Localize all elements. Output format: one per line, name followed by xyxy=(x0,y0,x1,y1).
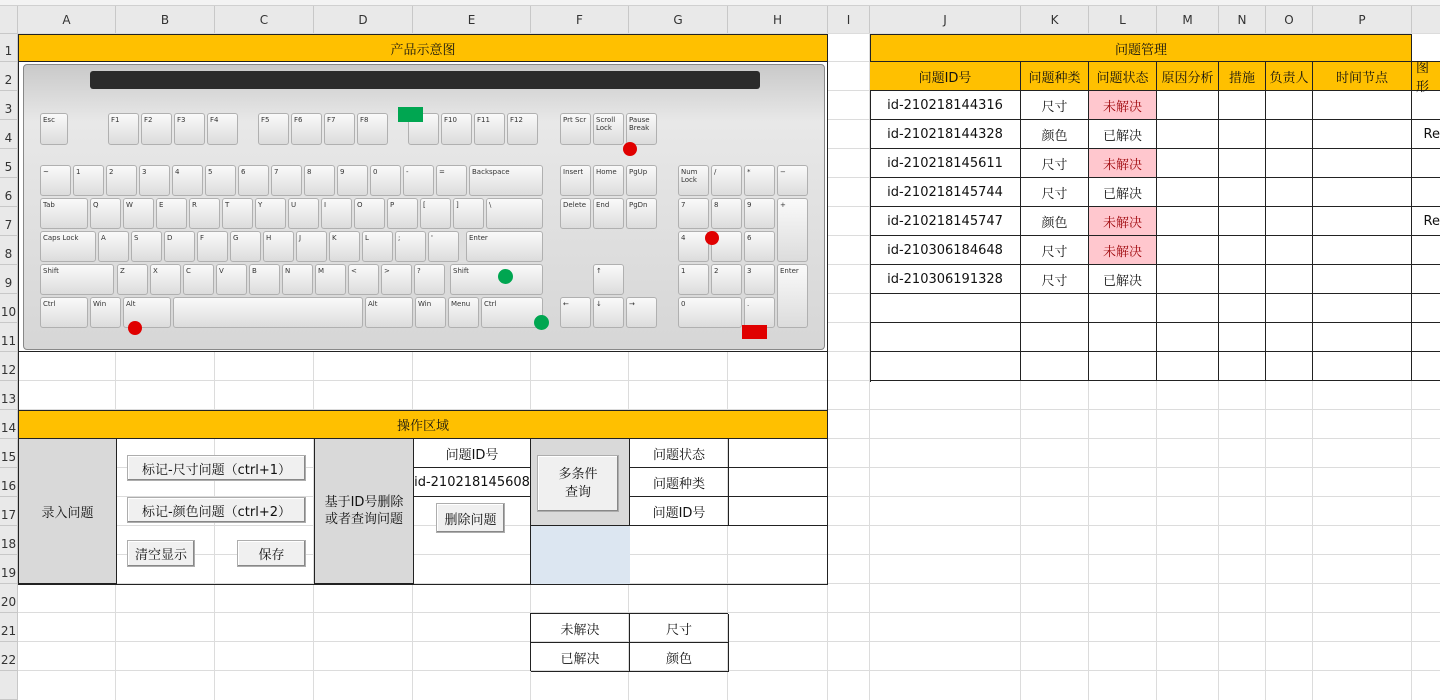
keyboard-key: 1 xyxy=(678,264,709,295)
issues-cell[interactable] xyxy=(1266,236,1313,265)
issues-header-cell: 原因分析 xyxy=(1157,62,1219,91)
marker-red-dot-numpad[interactable] xyxy=(705,231,719,245)
keyboard-key: 1 xyxy=(73,165,104,196)
row-header[interactable]: 21 xyxy=(0,613,18,642)
keyboard-key: Q xyxy=(90,198,121,229)
issues-cell[interactable] xyxy=(1021,352,1089,381)
row-header[interactable]: 3 xyxy=(0,91,18,120)
keyboard-key: < xyxy=(348,264,379,295)
query-id-label: 问题ID号 xyxy=(630,497,729,526)
row-header[interactable]: 18 xyxy=(0,526,18,555)
issues-cell[interactable] xyxy=(1313,149,1412,178)
column-header[interactable]: I xyxy=(828,6,870,34)
keyboard-key: Y xyxy=(255,198,286,229)
issues-cell[interactable] xyxy=(1219,236,1266,265)
issues-cell[interactable] xyxy=(1219,149,1266,178)
issues-cell[interactable] xyxy=(1412,294,1440,323)
id-value-cell[interactable]: id-210218145608 xyxy=(414,468,531,497)
keyboard-key: 2 xyxy=(106,165,137,196)
issue-status[interactable]: 已解决 xyxy=(1089,178,1157,207)
issues-header-cell: 时间节点 xyxy=(1313,62,1412,91)
row-header[interactable]: 22 xyxy=(0,642,18,671)
issues-cell[interactable] xyxy=(1219,265,1266,294)
keyboard-key: [ xyxy=(420,198,451,229)
keyboard-key: ' xyxy=(428,231,459,262)
issues-cell[interactable] xyxy=(1266,120,1313,149)
keyboard-key: 4 xyxy=(678,231,709,262)
keyboard-key: Insert xyxy=(560,165,591,196)
marker-green-dot-ctrl[interactable] xyxy=(534,315,549,330)
column-header[interactable]: C xyxy=(215,6,314,34)
keyboard-key: T xyxy=(222,198,253,229)
keyboard-key: ← xyxy=(560,297,591,328)
keyboard-key: F11 xyxy=(474,113,505,145)
keyboard-key: 9 xyxy=(744,198,775,229)
keyboard-key: ; xyxy=(395,231,426,262)
issues-cell[interactable] xyxy=(1313,91,1412,120)
keyboard-key: F4 xyxy=(207,113,238,145)
query-id-value[interactable] xyxy=(729,497,828,526)
keyboard-key: Alt xyxy=(123,297,171,328)
issues-header-cell: 图形 xyxy=(1412,62,1440,91)
row-header[interactable]: 4 xyxy=(0,120,18,149)
keyboard-key: \ xyxy=(486,198,543,229)
issues-cell[interactable] xyxy=(1157,120,1219,149)
column-header[interactable]: J xyxy=(870,6,1021,34)
column-header[interactable]: G xyxy=(629,6,728,34)
issue-type[interactable]: 颜色 xyxy=(1021,120,1089,149)
issues-cell[interactable] xyxy=(1266,207,1313,236)
issues-cell[interactable] xyxy=(1219,120,1266,149)
issues-cell[interactable] xyxy=(1266,149,1313,178)
header-corner[interactable] xyxy=(0,6,18,34)
issue-shape[interactable] xyxy=(1412,265,1440,294)
issues-cell[interactable] xyxy=(870,352,1021,381)
keyboard-key: = xyxy=(436,165,467,196)
keyboard-key: PgDn xyxy=(626,198,657,229)
issue-shape[interactable] xyxy=(1412,236,1440,265)
row-header[interactable]: 20 xyxy=(0,584,18,613)
query-type-label: 问题种类 xyxy=(630,468,729,497)
mark-color-button[interactable]: 标记-颜色问题（ctrl+2） xyxy=(127,497,306,523)
keyboard-key: ↓ xyxy=(593,297,624,328)
keyboard-key: R xyxy=(189,198,220,229)
keyboard-image xyxy=(18,62,828,352)
keyboard-key: - xyxy=(403,165,434,196)
issues-cell[interactable] xyxy=(1313,265,1412,294)
keyboard-key: F2 xyxy=(141,113,172,145)
issues-title: 问题管理 xyxy=(870,34,1412,62)
row-header[interactable]: 16 xyxy=(0,468,18,497)
row-header[interactable]: 1 xyxy=(0,34,18,62)
keyboard-key: − xyxy=(777,165,808,196)
keyboard-key: > xyxy=(381,264,412,295)
issue-type[interactable]: 尺寸 xyxy=(1021,178,1089,207)
issues-cell[interactable] xyxy=(1157,149,1219,178)
column-header[interactable] xyxy=(1412,6,1440,34)
issues-cell[interactable] xyxy=(1021,323,1089,352)
row-header[interactable]: 2 xyxy=(0,62,18,91)
issues-cell[interactable] xyxy=(1266,294,1313,323)
keyboard-key: D xyxy=(164,231,195,262)
keyboard-key: 3 xyxy=(744,264,775,295)
issues-cell[interactable] xyxy=(1157,178,1219,207)
issues-cell[interactable] xyxy=(1313,323,1412,352)
issues-header-cell: 问题ID号 xyxy=(870,62,1021,91)
keyboard-key: Z xyxy=(117,264,148,295)
keyboard-key: K xyxy=(329,231,360,262)
keyboard-key: Backspace xyxy=(469,165,543,196)
issues-cell[interactable] xyxy=(1313,207,1412,236)
keyboard-key: P xyxy=(387,198,418,229)
issues-cell[interactable] xyxy=(1266,178,1313,207)
issues-cell[interactable] xyxy=(1313,352,1412,381)
row-header[interactable]: 5 xyxy=(0,149,18,178)
issues-cell[interactable] xyxy=(1219,207,1266,236)
column-header[interactable]: P xyxy=(1313,6,1412,34)
issues-cell[interactable] xyxy=(870,323,1021,352)
row-header[interactable]: 19 xyxy=(0,555,18,584)
issue-shape[interactable] xyxy=(1412,91,1440,120)
multi-query-label: 多条件查询 xyxy=(558,466,598,500)
row-header-tail[interactable] xyxy=(0,671,18,700)
keyboard-key: 3 xyxy=(139,165,170,196)
keyboard-key: Num Lock xyxy=(678,165,709,196)
issues-cell[interactable] xyxy=(1313,236,1412,265)
keyboard-key: C xyxy=(183,264,214,295)
issues-cell[interactable] xyxy=(1412,323,1440,352)
keyboard-key: 4 xyxy=(172,165,203,196)
column-header[interactable]: F xyxy=(531,6,629,34)
keyboard-key: ] xyxy=(453,198,484,229)
column-header[interactable]: B xyxy=(116,6,215,34)
keyboard-key: ~ xyxy=(40,165,71,196)
issues-cell[interactable] xyxy=(1219,294,1266,323)
column-header[interactable]: D xyxy=(314,6,413,34)
issues-cell[interactable] xyxy=(1219,91,1266,120)
keyboard-key: 7 xyxy=(678,198,709,229)
issues-cell[interactable] xyxy=(1219,323,1266,352)
keyboard-key: W xyxy=(123,198,154,229)
keyboard-key: E xyxy=(156,198,187,229)
issues-cell[interactable] xyxy=(1157,294,1219,323)
delete-query-label: 基于ID号删除或者查询问题 xyxy=(324,495,404,527)
keyboard-key: End xyxy=(593,198,624,229)
issues-cell[interactable] xyxy=(1157,91,1219,120)
issues-cell[interactable] xyxy=(1412,352,1440,381)
issues-header-cell: 问题种类 xyxy=(1021,62,1089,91)
keyboard-key: Ctrl xyxy=(481,297,543,328)
grid-line xyxy=(18,641,1440,642)
keyboard-key: O xyxy=(354,198,385,229)
grid-line xyxy=(18,670,1440,671)
keyboard-key: Esc xyxy=(40,113,68,145)
issues-cell[interactable] xyxy=(1266,91,1313,120)
keyboard-key: F1 xyxy=(108,113,139,145)
list-status-0: 未解决 xyxy=(531,614,630,643)
marker-green-rect[interactable] xyxy=(398,107,423,122)
keyboard-key: A xyxy=(98,231,129,262)
keyboard-key: ↑ xyxy=(593,264,624,295)
keyboard-key: 0 xyxy=(370,165,401,196)
row-header[interactable]: 14 xyxy=(0,410,18,439)
issue-status[interactable]: 未解决 xyxy=(1089,207,1157,236)
lists-table xyxy=(530,613,728,671)
row-header[interactable]: 11 xyxy=(0,323,18,352)
issue-id[interactable]: id-210306191328 xyxy=(870,265,1021,294)
row-header[interactable]: 12 xyxy=(0,352,18,381)
column-header[interactable]: O xyxy=(1266,6,1313,34)
issues-cell[interactable] xyxy=(1089,352,1157,381)
issue-type[interactable]: 颜色 xyxy=(1021,207,1089,236)
keyboard-key: . xyxy=(744,297,775,328)
issue-id[interactable]: id-210218144316 xyxy=(870,91,1021,120)
marker-red-dot-pause[interactable] xyxy=(623,142,637,156)
mark-size-button[interactable]: 标记-尺寸问题（ctrl+1） xyxy=(127,455,306,481)
keyboard-key: N xyxy=(282,264,313,295)
keyboard-key: PgUp xyxy=(626,165,657,196)
issue-shape[interactable]: Re xyxy=(1412,120,1440,149)
issue-status[interactable]: 未解决 xyxy=(1089,91,1157,120)
column-header[interactable]: N xyxy=(1219,6,1266,34)
keyboard-key: / xyxy=(711,165,742,196)
issues-cell[interactable] xyxy=(1157,207,1219,236)
keyboard-key: H xyxy=(263,231,294,262)
issue-id[interactable]: id-210218145744 xyxy=(870,178,1021,207)
column-header[interactable]: H xyxy=(728,6,828,34)
issue-id[interactable]: id-210218145747 xyxy=(870,207,1021,236)
keyboard-key: 5 xyxy=(205,165,236,196)
keyboard-key: Win xyxy=(90,297,121,328)
row-header[interactable]: 17 xyxy=(0,497,18,526)
issues-cell[interactable] xyxy=(1266,265,1313,294)
keyboard-key: Shift xyxy=(450,264,543,295)
keyboard-key: Ctrl xyxy=(40,297,88,328)
issue-id[interactable]: id-210218144328 xyxy=(870,120,1021,149)
keyboard-key: F8 xyxy=(357,113,388,145)
keyboard-key: J xyxy=(296,231,327,262)
column-header[interactable]: A xyxy=(18,6,116,34)
issues-cell[interactable] xyxy=(1021,294,1089,323)
issue-type[interactable]: 尺寸 xyxy=(1021,265,1089,294)
keyboard-key: Enter xyxy=(466,231,543,262)
marker-red-dot-alt[interactable] xyxy=(128,321,142,335)
keyboard-key: 8 xyxy=(711,198,742,229)
issues-cell[interactable] xyxy=(1313,120,1412,149)
keyboard-key: Win xyxy=(415,297,446,328)
issues-cell[interactable] xyxy=(1157,323,1219,352)
keyboard-key: F xyxy=(197,231,228,262)
keyboard-key: + xyxy=(777,198,808,262)
issues-cell[interactable] xyxy=(1313,178,1412,207)
keyboard-key: 0 xyxy=(678,297,742,328)
issue-type[interactable]: 尺寸 xyxy=(1021,236,1089,265)
delete-issue-button[interactable]: 删除问题 xyxy=(436,503,505,533)
product-spacer xyxy=(18,352,828,410)
issues-header-cell: 措施 xyxy=(1219,62,1266,91)
keyboard-key: Enter xyxy=(777,264,808,328)
keyboard-key: Scroll Lock xyxy=(593,113,624,145)
row-header[interactable]: 13 xyxy=(0,381,18,410)
issue-type[interactable]: 尺寸 xyxy=(1021,149,1089,178)
marker-green-dot-shift[interactable] xyxy=(498,269,513,284)
issues-cell[interactable] xyxy=(1219,178,1266,207)
media-bar xyxy=(90,71,760,89)
issue-id[interactable]: id-210218145611 xyxy=(870,149,1021,178)
keyboard-key: M xyxy=(315,264,346,295)
keyboard-key: → xyxy=(626,297,657,328)
keyboard-key: B xyxy=(249,264,280,295)
issues-cell[interactable] xyxy=(1157,352,1219,381)
ops-title: 操作区域 xyxy=(18,410,828,439)
column-header[interactable]: M xyxy=(1157,6,1219,34)
keyboard-key: 9 xyxy=(337,165,368,196)
keyboard-key: Caps Lock xyxy=(40,231,96,262)
row-header[interactable]: 6 xyxy=(0,178,18,207)
clear-display-button[interactable]: 清空显示 xyxy=(127,540,195,567)
issues-cell[interactable] xyxy=(1157,236,1219,265)
row-header[interactable]: 9 xyxy=(0,265,18,294)
keyboard-key: 7 xyxy=(271,165,302,196)
keyboard-key: L xyxy=(362,231,393,262)
marker-red-rect[interactable] xyxy=(742,325,767,339)
entry-label-cell: 录入问题 xyxy=(19,439,117,584)
keyboard-key: Shift xyxy=(40,264,114,295)
id-label-cell: 问题ID号 xyxy=(414,439,531,468)
query-status-label: 问题状态 xyxy=(630,439,729,468)
keyboard-key: Home xyxy=(593,165,624,196)
issue-status[interactable]: 已解决 xyxy=(1089,265,1157,294)
keyboard-key: 6 xyxy=(744,231,775,262)
issue-shape[interactable] xyxy=(1412,149,1440,178)
keyboard-body xyxy=(23,64,825,350)
keyboard-key: F12 xyxy=(507,113,538,145)
keyboard-key: G xyxy=(230,231,261,262)
issue-shape[interactable]: Re xyxy=(1412,207,1440,236)
issue-id[interactable]: id-210306184648 xyxy=(870,236,1021,265)
keyboard-key: F7 xyxy=(324,113,355,145)
row-header[interactable]: 7 xyxy=(0,207,18,236)
list-type-1: 颜色 xyxy=(630,643,729,672)
keyboard-key: X xyxy=(150,264,181,295)
issue-shape[interactable] xyxy=(1412,178,1440,207)
row-header[interactable]: 15 xyxy=(0,439,18,468)
keyboard-key: F6 xyxy=(291,113,322,145)
keyboard-key: U xyxy=(288,198,319,229)
query-result-cell[interactable] xyxy=(531,526,630,584)
query-status-value[interactable] xyxy=(729,439,828,468)
keyboard-key: 8 xyxy=(304,165,335,196)
keyboard-key: F3 xyxy=(174,113,205,145)
keyboard-key: ? xyxy=(414,264,445,295)
keyboard-key: I xyxy=(321,198,352,229)
multi-query-button[interactable] xyxy=(537,455,619,512)
delete-query-label-cell xyxy=(315,439,414,584)
keyboard-key: Pause Break xyxy=(626,113,657,145)
keyboard-key: Menu xyxy=(448,297,479,328)
issues-cell[interactable] xyxy=(1266,352,1313,381)
list-status-1: 已解决 xyxy=(531,643,630,672)
issue-status[interactable]: 未解决 xyxy=(1089,149,1157,178)
issues-cell[interactable] xyxy=(870,294,1021,323)
column-header[interactable]: K xyxy=(1021,6,1089,34)
list-type-0: 尺寸 xyxy=(630,614,729,643)
issues-cell[interactable] xyxy=(1313,294,1412,323)
keyboard-key: 6 xyxy=(238,165,269,196)
save-button[interactable]: 保存 xyxy=(237,540,306,567)
keyboard-key: F5 xyxy=(258,113,289,145)
row-header[interactable]: 10 xyxy=(0,294,18,323)
keyboard-key: Alt xyxy=(365,297,413,328)
issues-cell[interactable] xyxy=(1157,265,1219,294)
product-title: 产品示意图 xyxy=(18,34,828,62)
issues-cell[interactable] xyxy=(1266,323,1313,352)
column-header[interactable]: L xyxy=(1089,6,1157,34)
keyboard-key: S xyxy=(131,231,162,262)
keyboard-key: V xyxy=(216,264,247,295)
keyboard-key: * xyxy=(744,165,775,196)
column-header[interactable]: E xyxy=(413,6,531,34)
issues-header-cell: 问题状态 xyxy=(1089,62,1157,91)
keyboard-key: Tab xyxy=(40,198,88,229)
issue-type[interactable]: 尺寸 xyxy=(1021,91,1089,120)
issue-status[interactable]: 未解决 xyxy=(1089,236,1157,265)
keyboard-key: F10 xyxy=(441,113,472,145)
issues-cell[interactable] xyxy=(1089,294,1157,323)
issue-status[interactable]: 已解决 xyxy=(1089,120,1157,149)
row-header[interactable]: 8 xyxy=(0,236,18,265)
query-type-value[interactable] xyxy=(729,468,828,497)
keyboard-key: Prt Scr xyxy=(560,113,591,145)
issues-cell[interactable] xyxy=(1089,323,1157,352)
keyboard-key: 2 xyxy=(711,264,742,295)
issues-cell[interactable] xyxy=(1219,352,1266,381)
issues-header-cell: 负责人 xyxy=(1266,62,1313,91)
spacebar-key xyxy=(173,297,363,328)
keyboard-key: Delete xyxy=(560,198,591,229)
grid-line xyxy=(18,612,1440,613)
